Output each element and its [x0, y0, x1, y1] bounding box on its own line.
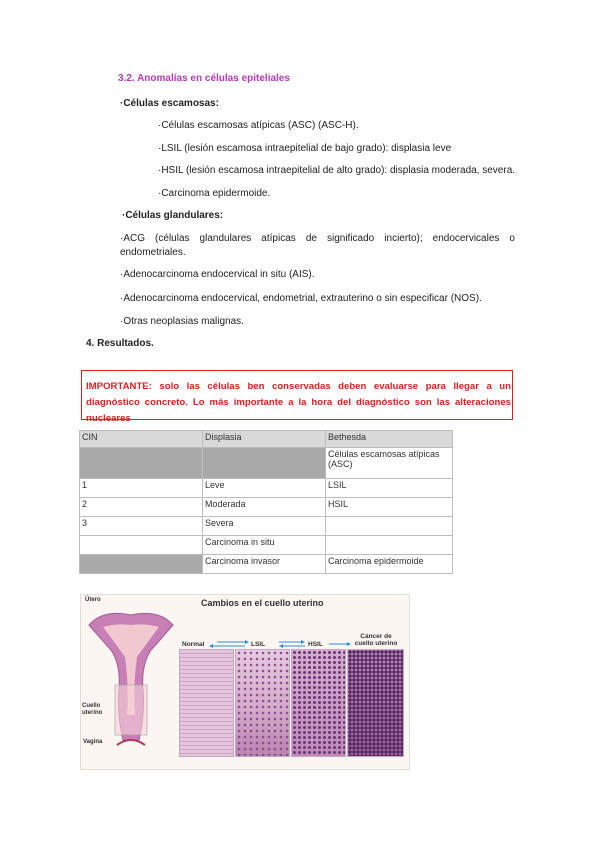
list-item: ·Adenocarcinoma endocervical in situ (AIS).: [120, 269, 315, 280]
table-cell: Carcinoma in situ: [203, 536, 326, 555]
table-cell: Leve: [203, 479, 326, 498]
important-note-text: [86, 379, 511, 427]
table-cell: Carcinoma epidermoide: [326, 555, 453, 574]
table-cell: Moderada: [203, 498, 326, 517]
column-header: Bethesda: [326, 431, 453, 448]
squamous-heading: ·Células escamosas:: [120, 98, 219, 109]
table-row: [80, 479, 453, 498]
table-cell: [203, 448, 326, 479]
table-cell: HSIL: [326, 498, 453, 517]
glandular-heading: ·Células glandulares:: [122, 210, 224, 221]
table-row: [80, 517, 453, 536]
list-item: ·Otras neoplasias malignas.: [120, 316, 244, 327]
table-cell: Severa: [203, 517, 326, 536]
cervix-changes-figure: [80, 594, 410, 770]
label-vagina: Vagina: [83, 739, 103, 745]
table-row: [80, 498, 453, 517]
results-heading: 4. Resultados.: [86, 338, 154, 349]
column-header: Displasia: [203, 431, 326, 448]
histology-panel-hsil: [291, 649, 346, 757]
table-cell: [326, 517, 453, 536]
important-body: solo las células ben conservadas deben evaluarse para llegar a un diagnóstico concreto. Lo más importante a la hora del diagnóstico son las alteraciones nucleares: [86, 381, 511, 424]
list-item: ·LSIL (lesión escamosa intraepitelial de bajo grado): displasia leve: [158, 143, 452, 154]
cin-bethesda-table: [79, 430, 453, 574]
table-cell: Carcinoma invasor: [203, 555, 326, 574]
table-row: [80, 555, 453, 574]
table-cell: 1: [80, 479, 203, 498]
table-cell: [326, 536, 453, 555]
table-row: [80, 448, 453, 479]
important-label: IMPORTANTE:: [86, 381, 152, 392]
table-cell: Células escamosas atípicas (ASC): [326, 448, 453, 479]
stage-label-hsil: HSIL: [308, 641, 323, 648]
histology-panel-normal: [179, 649, 234, 757]
list-item: ·HSIL (lesión escamosa intraepitelial de alto grado): displasia moderada, severa.: [158, 165, 516, 176]
table-cell: [80, 448, 203, 479]
label-cuello-uterino: Cuello uterino: [82, 703, 103, 716]
table-cell: 3: [80, 517, 203, 536]
list-item: ·ACG (células glandulares atípicas de significado incierto); endocervicales o: [120, 233, 515, 244]
section-title: 3.2. Anomalías en células epiteliales: [118, 73, 290, 84]
progression-arrows: [209, 639, 369, 649]
histology-panel-lsil: [235, 649, 290, 757]
table-header-row: [80, 431, 453, 448]
label-utero: Útero: [85, 597, 101, 603]
table-cell: [80, 555, 203, 574]
stage-label-lsil: LSIL: [251, 641, 266, 648]
list-item-continuation: endometriales.: [120, 247, 186, 258]
table-row: [80, 536, 453, 555]
table-cell: 2: [80, 498, 203, 517]
stage-label-normal: Normal: [182, 641, 205, 648]
important-note-box: [81, 370, 513, 424]
column-header: CIN: [80, 431, 203, 448]
list-item: ·Adenocarcinoma endocervical, endometrial, extrauterino o sin especificar (NOS).: [120, 293, 482, 304]
figure-title: Cambios en el cuello uterino: [201, 598, 324, 608]
list-item: ·Carcinoma epidermoide.: [158, 188, 271, 199]
histology-panel-cancer: [347, 649, 404, 757]
stage-label-cancer: Cáncer de cuello uterino: [354, 633, 398, 647]
table-cell: LSIL: [326, 479, 453, 498]
list-item: ·Células escamosas atípicas (ASC) (ASC-H).: [158, 120, 359, 131]
table-cell: [80, 536, 203, 555]
